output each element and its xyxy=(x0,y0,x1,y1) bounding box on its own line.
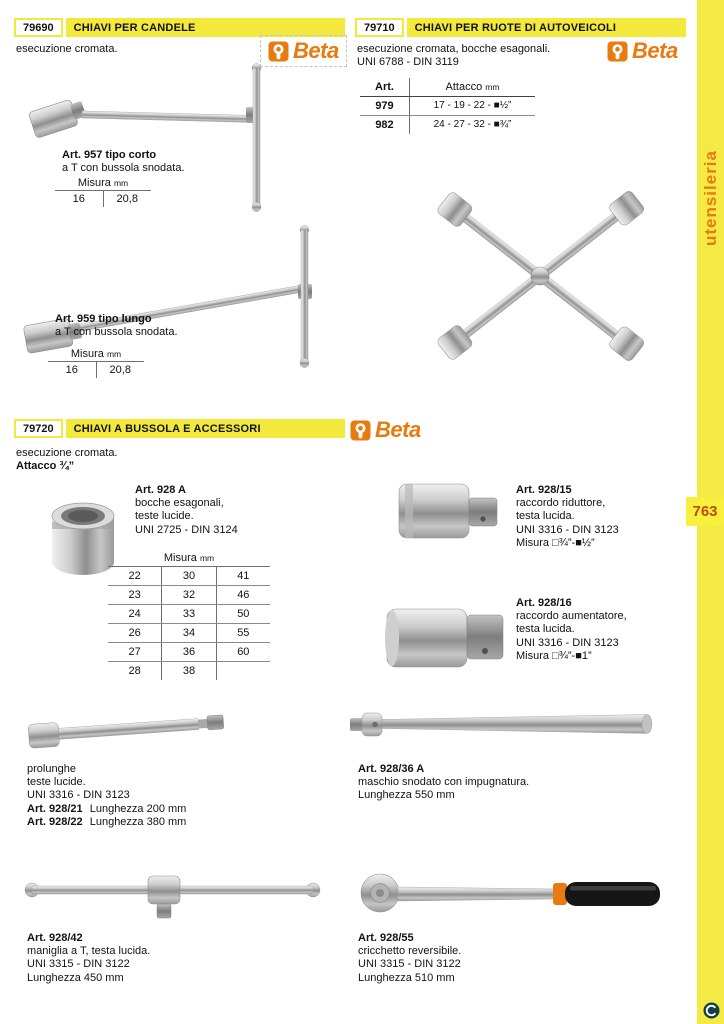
product-957-info xyxy=(62,149,185,175)
table-row xyxy=(360,116,535,134)
desc-line: UNI 2725 - DIN 3124 xyxy=(135,523,238,536)
product-928-16-info xyxy=(516,597,627,663)
measure-unit: mm xyxy=(106,349,122,359)
product-art-line xyxy=(27,816,186,829)
product-928a-lines xyxy=(135,497,238,537)
cell: 50 xyxy=(216,605,270,623)
watermark-icon xyxy=(703,1002,720,1019)
desc-line: Misura □¾”-■1” xyxy=(516,649,592,662)
table-row xyxy=(108,567,270,586)
col-header-art: Art. xyxy=(360,78,410,96)
measure-unit: mm xyxy=(199,553,215,563)
product-928-16-art: Art. 928/16 xyxy=(516,597,572,609)
product-959-info xyxy=(55,313,178,339)
desc-line: Lunghezza 450 mm xyxy=(27,971,124,984)
attacco-label: Attacco xyxy=(445,81,483,93)
product-art-line xyxy=(27,803,186,816)
wheel-wrench-table xyxy=(360,78,535,134)
desc-line: raccordo aumentatore, xyxy=(516,610,627,623)
product-928a-info xyxy=(135,484,238,537)
product-928-55-info xyxy=(358,932,461,985)
product-928-36a-info xyxy=(358,763,529,803)
product-art: Art. 928/21 xyxy=(27,802,83,815)
desc-line: Lunghezza 550 mm xyxy=(358,789,455,802)
beta-logo-icon xyxy=(607,41,628,62)
cell: 36 xyxy=(161,643,215,661)
product-957-desc: a T con bussola snodata. xyxy=(62,162,185,175)
product-image-928-15 xyxy=(393,476,513,548)
cell: 28 xyxy=(128,665,141,677)
product-prolunghe-lines xyxy=(27,763,186,803)
product-image-prolunghe xyxy=(25,702,237,754)
cell-art: 982 xyxy=(360,116,410,134)
product-image-cross-wrench xyxy=(408,158,673,398)
measure-header xyxy=(48,348,144,361)
product-928a-art: Art. 928 A xyxy=(135,484,186,496)
measure-table-928a xyxy=(108,552,270,680)
product-928-42-lines xyxy=(27,945,150,985)
desc-line: Lunghezza 510 mm xyxy=(358,971,455,984)
cell: 27 xyxy=(128,646,141,658)
table-row xyxy=(108,643,270,662)
measure-table-957 xyxy=(55,177,151,207)
cell: 38 xyxy=(161,662,215,680)
product-928-15-lines xyxy=(516,497,619,550)
finish-note-79720: esecuzione cromata. xyxy=(16,447,118,459)
desc-line: maschio snodato con impugnatura. xyxy=(358,776,530,789)
beta-logo-text: Beta xyxy=(293,38,339,63)
desc-line: UNI 3316 - DIN 3123 xyxy=(516,523,619,536)
product-928-55-art: Art. 928/55 xyxy=(358,932,414,944)
desc-line: cricchetto reversibile. xyxy=(358,945,462,958)
side-category-label: utensileria xyxy=(701,150,720,247)
product-image-928-36a xyxy=(348,700,663,750)
measure-label: Misura xyxy=(70,348,104,360)
beta-logo-icon xyxy=(350,420,371,441)
cell: 26 xyxy=(128,627,141,639)
product-957-art: Art. 957 tipo corto xyxy=(62,149,157,161)
attacco-note-79720: Attacco ¾” xyxy=(16,460,75,472)
finish-note-79710: esecuzione cromata, bocche esagonali. xyxy=(357,43,551,55)
norm-note-79710: UNI 6788 - DIN 3119 xyxy=(357,56,459,68)
product-928-42-art: Art. 928/42 xyxy=(27,932,83,944)
beta-logo-text: Beta xyxy=(632,38,678,63)
measure-grid xyxy=(108,566,270,680)
product-image-928-16 xyxy=(383,593,513,681)
cell: 23 xyxy=(128,589,141,601)
measure-table-959 xyxy=(48,348,144,378)
product-image-928-55 xyxy=(350,868,665,928)
measure-values-row xyxy=(48,361,144,378)
desc-line: testa lucida. xyxy=(516,623,575,636)
beta-logo-text: Beta xyxy=(375,417,421,442)
cell: 32 xyxy=(161,586,215,604)
cell: 30 xyxy=(161,567,215,585)
desc-line: prolunghe xyxy=(27,763,76,775)
product-928-36a-lines xyxy=(358,776,529,802)
table-row xyxy=(108,624,270,643)
desc-line: teste lucide. xyxy=(135,510,194,523)
desc-line: Misura □¾”-■½” xyxy=(516,536,595,549)
page-number-tab: 763 xyxy=(686,497,724,526)
product-928-42-info xyxy=(27,932,150,985)
product-length: Lunghezza 380 mm xyxy=(89,815,187,828)
desc-line: bocche esagonali, xyxy=(135,497,224,510)
section-79710-code: 79710 xyxy=(355,18,404,37)
product-928-55-lines xyxy=(358,945,461,985)
product-prolunghe-info xyxy=(27,763,186,829)
cell: 24 xyxy=(128,608,141,620)
section-79710-title: CHIAVI PER RUOTE DI AUTOVEICOLI xyxy=(407,18,686,37)
section-79720-header xyxy=(14,419,345,438)
section-79720-code: 79720 xyxy=(14,419,63,438)
cell-attacco: 17 - 19 - 22 - ■½” xyxy=(433,100,512,111)
measure-value: 20,8 xyxy=(103,191,152,207)
measure-header xyxy=(108,552,270,566)
finish-note-79690: esecuzione cromata. xyxy=(16,43,118,55)
desc-line: raccordo riduttore, xyxy=(516,497,606,510)
desc-line: UNI 3316 - DIN 3123 xyxy=(516,636,619,649)
measure-value: 16 xyxy=(72,193,85,205)
product-928-15-art: Art. 928/15 xyxy=(516,484,572,496)
cell: 22 xyxy=(128,570,141,582)
desc-line: maniglia a T, testa lucida. xyxy=(27,945,151,958)
table-row xyxy=(108,605,270,624)
measure-value: 20,8 xyxy=(96,362,145,378)
beta-logo xyxy=(350,417,421,443)
cell xyxy=(216,662,270,680)
desc-line: teste lucide. xyxy=(27,776,86,789)
product-959-art: Art. 959 tipo lungo xyxy=(55,313,152,325)
desc-line: UNI 3315 - DIN 3122 xyxy=(358,958,461,971)
product-image-928-42 xyxy=(20,860,325,932)
desc-line: UNI 3316 - DIN 3123 xyxy=(27,789,130,802)
section-79690-title: CHIAVI PER CANDELE xyxy=(66,18,345,37)
beta-logo xyxy=(607,38,678,64)
product-959-desc: a T con bussola snodata. xyxy=(55,326,178,339)
section-79720-title: CHIAVI A BUSSOLA E ACCESSORI xyxy=(66,419,345,438)
desc-line: UNI 3315 - DIN 3122 xyxy=(27,958,130,971)
cell: 41 xyxy=(216,567,270,585)
table-row xyxy=(360,97,535,116)
cell: 46 xyxy=(216,586,270,604)
product-art: Art. 928/22 xyxy=(27,815,83,828)
measure-unit: mm xyxy=(113,178,129,188)
col-header-attacco xyxy=(410,78,535,96)
cell: 55 xyxy=(216,624,270,642)
beta-logo-icon xyxy=(268,41,289,62)
cell: 34 xyxy=(161,624,215,642)
table-header-row xyxy=(360,78,535,97)
desc-line: testa lucida. xyxy=(516,510,575,523)
measure-label: Misura xyxy=(77,177,111,189)
product-928-16-lines xyxy=(516,610,627,663)
cell: 60 xyxy=(216,643,270,661)
measure-value: 16 xyxy=(65,364,78,376)
table-row xyxy=(108,586,270,605)
measure-header xyxy=(55,177,151,190)
product-length: Lunghezza 200 mm xyxy=(89,802,187,815)
measure-label: Misura xyxy=(163,552,197,564)
product-928-15-info xyxy=(516,484,619,550)
cell-art: 979 xyxy=(360,97,410,115)
product-928-36a-art: Art. 928/36 A xyxy=(358,763,425,775)
cell: 33 xyxy=(161,605,215,623)
section-79710-header xyxy=(355,18,686,37)
cell-attacco: 24 - 27 - 32 - ■¾” xyxy=(433,119,512,130)
measure-values-row xyxy=(55,190,151,207)
section-79690-code: 79690 xyxy=(14,18,63,37)
attacco-unit: mm xyxy=(485,82,500,92)
table-row xyxy=(108,662,270,680)
